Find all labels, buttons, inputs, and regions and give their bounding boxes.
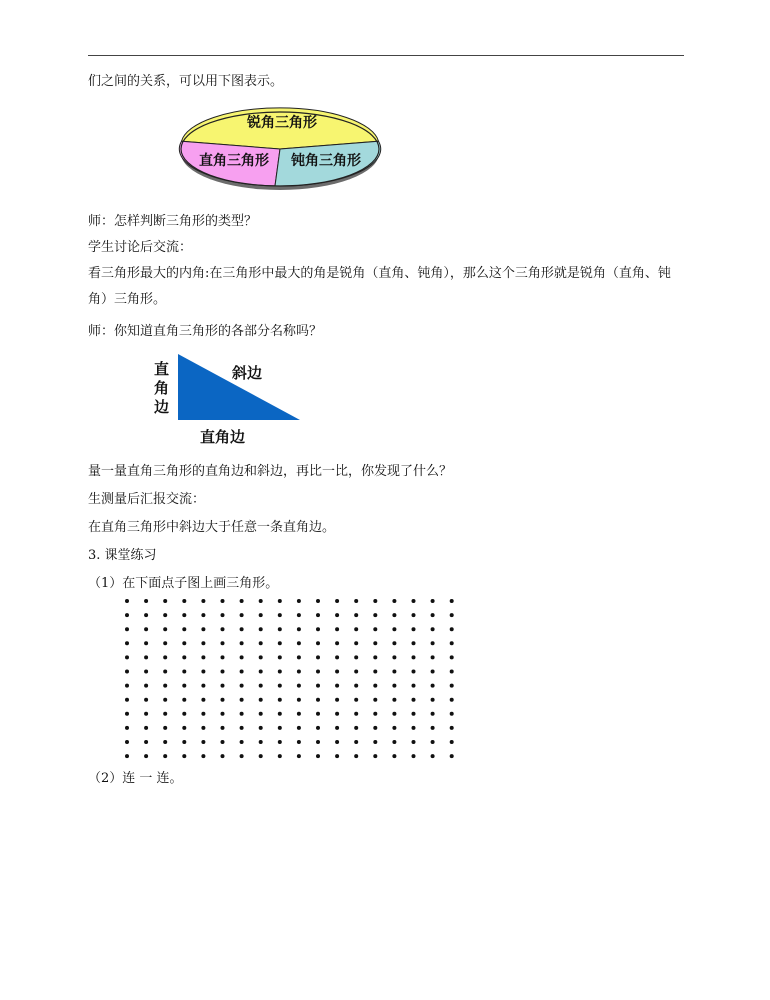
grid-dot — [392, 754, 396, 758]
grid-dot — [354, 613, 358, 617]
grid-dot — [354, 627, 358, 631]
grid-dot — [259, 627, 263, 631]
grid-dot — [354, 599, 358, 603]
grid-dot — [373, 698, 377, 702]
grid-dot — [144, 698, 148, 702]
grid-dot — [316, 712, 320, 716]
grid-dot — [201, 599, 205, 603]
grid-dot — [373, 740, 377, 744]
grid-dot — [354, 670, 358, 674]
grid-dot — [221, 613, 225, 617]
grid-dot — [316, 670, 320, 674]
grid-dot — [221, 698, 225, 702]
grid-dot — [259, 655, 263, 659]
grid-dot — [335, 684, 339, 688]
grid-dot — [431, 655, 435, 659]
grid-dot — [240, 712, 244, 716]
grid-dot — [392, 641, 396, 645]
grid-dot — [259, 599, 263, 603]
pie-label-acute: 锐角三角形 — [247, 115, 317, 131]
grid-dot — [412, 698, 416, 702]
grid-dot — [335, 712, 339, 716]
grid-dot — [240, 698, 244, 702]
grid-dot — [240, 754, 244, 758]
grid-dot — [412, 655, 416, 659]
grid-dot — [221, 740, 225, 744]
grid-dot — [373, 726, 377, 730]
conclusion-text: 在直角三角形中斜边大于任意一条直角边。 — [88, 520, 336, 535]
grid-dot — [163, 726, 167, 730]
grid-dot — [354, 754, 358, 758]
grid-dot — [278, 613, 282, 617]
leg-vertical-char-2: 角 — [154, 379, 170, 397]
grid-dot — [240, 599, 244, 603]
grid-dot — [240, 726, 244, 730]
intro-text: 们之间的关系，可以用下图表示。 — [88, 74, 284, 89]
grid-dot — [125, 712, 129, 716]
grid-dot — [316, 754, 320, 758]
grid-dot — [278, 712, 282, 716]
grid-dot — [297, 613, 301, 617]
grid-dot — [240, 627, 244, 631]
grid-dot — [125, 740, 129, 744]
pie-label-obtuse: 钝角三角形 — [291, 153, 361, 169]
grid-dot — [431, 712, 435, 716]
grid-dot — [297, 599, 301, 603]
grid-dot — [412, 726, 416, 730]
grid-dot — [182, 613, 186, 617]
grid-dot — [335, 670, 339, 674]
grid-dot — [354, 641, 358, 645]
grid-dot — [278, 698, 282, 702]
grid-dot — [431, 641, 435, 645]
grid-dot — [412, 740, 416, 744]
grid-dot — [450, 754, 454, 758]
grid-dot — [373, 754, 377, 758]
grid-dot — [182, 698, 186, 702]
grid-dot — [335, 613, 339, 617]
grid-dot — [450, 684, 454, 688]
grid-dot — [450, 670, 454, 674]
grid-dot — [240, 684, 244, 688]
grid-dot — [450, 712, 454, 716]
grid-dot — [259, 740, 263, 744]
grid-dot — [297, 670, 301, 674]
grid-dot — [335, 726, 339, 730]
grid-dot — [201, 627, 205, 631]
grid-dot — [163, 712, 167, 716]
grid-dot — [201, 613, 205, 617]
grid-dot — [221, 641, 225, 645]
grid-dot — [259, 613, 263, 617]
grid-dot — [316, 684, 320, 688]
grid-dot — [240, 613, 244, 617]
grid-dot — [354, 740, 358, 744]
grid-dot — [201, 698, 205, 702]
grid-dot — [201, 670, 205, 674]
grid-dot — [297, 740, 301, 744]
grid-dot — [221, 670, 225, 674]
grid-dot — [278, 599, 282, 603]
grid-dot — [431, 698, 435, 702]
grid-dot — [221, 599, 225, 603]
grid-dot — [431, 627, 435, 631]
grid-dot — [201, 712, 205, 716]
grid-dot — [278, 684, 282, 688]
grid-dot — [182, 641, 186, 645]
leg-horizontal-label: 直角边 — [200, 428, 246, 446]
task-1: （1）在下面点子图上画三角形。 — [88, 576, 279, 591]
grid-dot — [201, 641, 205, 645]
grid-dot — [144, 726, 148, 730]
grid-dot — [450, 599, 454, 603]
grid-dot — [392, 613, 396, 617]
grid-dot — [278, 740, 282, 744]
grid-dot — [182, 726, 186, 730]
grid-dot — [182, 655, 186, 659]
grid-dot — [412, 627, 416, 631]
grid-dot — [392, 698, 396, 702]
right-triangle-diagram — [148, 348, 308, 448]
grid-dot — [259, 684, 263, 688]
grid-dot — [163, 684, 167, 688]
grid-dot — [182, 670, 186, 674]
grid-dot — [144, 740, 148, 744]
grid-dot — [392, 627, 396, 631]
grid-dot — [373, 613, 377, 617]
section-heading: 3. 课堂练习 — [88, 548, 157, 563]
grid-dot — [392, 712, 396, 716]
leg-vertical-char-1: 直 — [154, 360, 170, 378]
grid-dot — [450, 613, 454, 617]
grid-dot — [412, 641, 416, 645]
grid-dot — [412, 670, 416, 674]
grid-dot — [125, 670, 129, 674]
grid-dot — [316, 726, 320, 730]
grid-dot — [182, 599, 186, 603]
grid-dot — [316, 599, 320, 603]
grid-dot — [144, 670, 148, 674]
grid-dot — [450, 627, 454, 631]
grid-dot — [125, 655, 129, 659]
grid-dot — [144, 627, 148, 631]
grid-dot — [278, 670, 282, 674]
grid-dot — [182, 712, 186, 716]
grid-dot — [392, 670, 396, 674]
grid-dot — [431, 599, 435, 603]
grid-dot — [259, 712, 263, 716]
dot-grid — [120, 596, 466, 762]
grid-dot — [392, 655, 396, 659]
grid-dot — [125, 599, 129, 603]
grid-dot — [335, 655, 339, 659]
grid-dot — [221, 726, 225, 730]
grid-dot — [392, 726, 396, 730]
grid-dot — [125, 641, 129, 645]
grid-dot — [412, 754, 416, 758]
grid-dot — [316, 740, 320, 744]
grid-dot — [163, 655, 167, 659]
grid-dot — [125, 726, 129, 730]
grid-dot — [182, 627, 186, 631]
method-text: 看三角形最大的内角:在三角形中最大的角是锐角（直角、钝角），那么这个三角形就是锐角（直角、钝角）三角形。 — [88, 266, 671, 307]
grid-dot — [278, 641, 282, 645]
grid-dot — [259, 698, 263, 702]
grid-dot — [354, 712, 358, 716]
grid-dot — [335, 740, 339, 744]
grid-dot — [144, 712, 148, 716]
grid-dot — [316, 613, 320, 617]
grid-dot — [431, 670, 435, 674]
grid-dot — [144, 613, 148, 617]
grid-dot — [278, 726, 282, 730]
grid-dot — [163, 754, 167, 758]
grid-dot — [240, 670, 244, 674]
grid-dot — [316, 627, 320, 631]
grid-dot — [259, 670, 263, 674]
grid-dot — [201, 740, 205, 744]
task-2: （2）连 一 连。 — [88, 771, 183, 786]
grid-dot — [125, 698, 129, 702]
grid-dot — [335, 599, 339, 603]
grid-dot — [182, 754, 186, 758]
grid-dot — [316, 641, 320, 645]
grid-dot — [201, 754, 205, 758]
grid-dot — [278, 627, 282, 631]
grid-dot — [412, 712, 416, 716]
grid-dot — [163, 599, 167, 603]
grid-dot — [392, 740, 396, 744]
grid-dot — [297, 684, 301, 688]
grid-dot — [373, 599, 377, 603]
grid-dot — [412, 599, 416, 603]
grid-dot — [431, 684, 435, 688]
grid-dot — [431, 740, 435, 744]
grid-dot — [163, 740, 167, 744]
pie-label-right: 直角三角形 — [199, 153, 269, 169]
grid-dot — [259, 726, 263, 730]
grid-dot — [373, 627, 377, 631]
grid-dot — [182, 684, 186, 688]
grid-dot — [182, 740, 186, 744]
grid-dot — [450, 655, 454, 659]
header-rule — [88, 55, 684, 56]
grid-dot — [125, 613, 129, 617]
grid-dot — [125, 627, 129, 631]
grid-dot — [412, 684, 416, 688]
grid-dot — [392, 684, 396, 688]
grid-dot — [221, 712, 225, 716]
grid-dot — [354, 726, 358, 730]
grid-dot — [297, 698, 301, 702]
grid-dot — [221, 655, 225, 659]
grid-dot — [201, 726, 205, 730]
grid-dot — [144, 754, 148, 758]
grid-dot — [335, 698, 339, 702]
question-2: 师：你知道直角三角形的各部分名称吗？ — [88, 324, 323, 339]
grid-dot — [431, 613, 435, 617]
grid-dot — [221, 754, 225, 758]
grid-dot — [335, 754, 339, 758]
grid-dot — [450, 641, 454, 645]
grid-dot — [392, 599, 396, 603]
grid-dot — [450, 698, 454, 702]
grid-dot — [373, 684, 377, 688]
grid-dot — [201, 655, 205, 659]
grid-dot — [373, 641, 377, 645]
grid-dot — [163, 613, 167, 617]
grid-dot — [163, 627, 167, 631]
grid-dot — [163, 698, 167, 702]
grid-dot — [144, 684, 148, 688]
leg-vertical-char-3: 边 — [154, 398, 170, 416]
grid-dot — [163, 641, 167, 645]
grid-dot — [144, 599, 148, 603]
grid-dot — [297, 726, 301, 730]
grid-dot — [144, 655, 148, 659]
triangle-classification-diagram — [178, 105, 382, 193]
grid-dot — [125, 754, 129, 758]
measure-response: 生测量后汇报交流： — [88, 492, 206, 507]
grid-dot — [221, 627, 225, 631]
grid-dot — [354, 684, 358, 688]
grid-dot — [373, 670, 377, 674]
grid-dot — [316, 698, 320, 702]
grid-dot — [316, 655, 320, 659]
grid-dot — [297, 641, 301, 645]
grid-dot — [412, 613, 416, 617]
grid-dot — [240, 655, 244, 659]
grid-dot — [278, 655, 282, 659]
grid-dot — [297, 754, 301, 758]
grid-dot — [201, 684, 205, 688]
grid-dot — [450, 726, 454, 730]
grid-dot — [278, 754, 282, 758]
grid-dot — [240, 740, 244, 744]
grid-dot — [297, 712, 301, 716]
grid-dot — [373, 712, 377, 716]
grid-dot — [354, 698, 358, 702]
measure-text: 量一量直角三角形的直角边和斜边，再比一比，你发现了什么？ — [88, 464, 453, 479]
grid-dot — [259, 641, 263, 645]
hypotenuse-label: 斜边 — [232, 364, 263, 382]
grid-dot — [125, 684, 129, 688]
question-1-response: 学生讨论后交流： — [88, 240, 193, 255]
grid-dot — [144, 641, 148, 645]
grid-dot — [431, 754, 435, 758]
grid-dot — [450, 740, 454, 744]
grid-dot — [221, 684, 225, 688]
grid-dot — [335, 641, 339, 645]
grid-dot — [297, 627, 301, 631]
grid-dot — [354, 655, 358, 659]
grid-dot — [259, 754, 263, 758]
grid-dot — [373, 655, 377, 659]
grid-dot — [163, 670, 167, 674]
question-1: 师：怎样判断三角形的类型？ — [88, 214, 258, 229]
grid-dot — [240, 641, 244, 645]
grid-dot — [297, 655, 301, 659]
grid-dot — [335, 627, 339, 631]
grid-dot — [431, 726, 435, 730]
